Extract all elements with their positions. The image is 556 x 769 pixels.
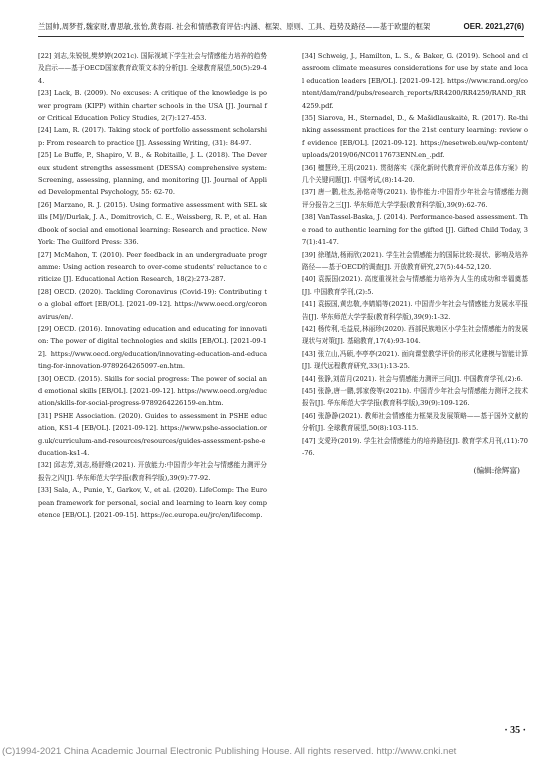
page-number: · 35 · bbox=[504, 725, 526, 736]
reference-entry: [37] 唐一鹏,杜杰,孙铭奇等(2021). 协作能力:中国青少年社会与情感能力测评分报告之三[J]. 华东师范大学学报(教育科学版),39(9):62-76. bbox=[302, 188, 528, 209]
reference-entry: [27] McMahon, T. (2010). Peer feedback in an undergraduate programme: Using action research to over-come students' reluctance to criticize [J]. Educational Action Research, 18(2):273-287. bbox=[38, 250, 267, 284]
reference-entry: [39] 徐瑾劼,杨雨欣(2021). 学生社会情感能力的国际比较:现状、影响及培养路径——基于OECD的调查[J]. 开放教育研究,27(5):44-52,120. bbox=[302, 250, 528, 271]
reference-entry: [46] 张静静(2021). 教师社会情感能力框架及发展策略——基于国外文献的分析[J]. 全球教育展望,50(8):103-115. bbox=[302, 411, 528, 433]
header-journal-issue: OER. 2021,27(6) bbox=[463, 22, 524, 31]
reference-entry: [44] 张静,刘苗月(2021). 社会与情感能力测评三问[J]. 中国教育学刊,(2):6. bbox=[302, 374, 523, 383]
reference-entry: [42] 杨传利,毛益辰,林丽珍(2020). 西部民族地区小学生社会情感能力的发展现状与对策[J]. 基础教育,17(4):93-104. bbox=[302, 324, 528, 346]
reference-entry: [43] 张立山,冯硕,李亭亭(2021). 面向课堂教学评价的形式化建模与智能计算[J]. 现代远程教育研究,33(1):13-25. bbox=[302, 349, 528, 371]
copyright-footer: (C)1994-2021 China Academic Journal Electronic Publishing House. All rights reserved. http://www.cnki.net bbox=[2, 746, 457, 757]
reference-entry: [26] Marzano, R. J. (2015). Using formative assessment with SEL skills [M]//Durlak, J. A., Domitrovich, C. E., Weissberg, R. P., et al. Handbook of social and emotional learning: Research and practice. New York: The Guilford Press: 336. bbox=[38, 200, 267, 247]
reference-entry: [22] 刘志,朱锐锐,樊梦婷(2021c). 国际视域下学生社会与情感能力培养的趋势及启示——基于OECD国家教育政策文本的分析[J]. 全球教育展望,50(5):29-44. bbox=[38, 52, 267, 85]
reference-entry: [35] Siarova, H., Sternadel, D., & Mašidlauskaitė, R. (2017). Re-thinking assessment practices for the 21st century learning: review of evidence [EB/OL]. [2021-09-12]. https://nesetweb.eu/wp-content/uploads/2019/06/NC0117673ENN.en_.pdf. bbox=[302, 114, 528, 160]
reference-entry: [25] Le Buffe, P., Shapiro, V. B., & Robitaille, J. L. (2018). The Devereux student strengths assessment (DESSA) comprehensive system: Screening, assessing, planning, and monitoring [J]. Journal of Applied Developmental Psychology, 55: 62-70. bbox=[38, 151, 267, 197]
reference-entry: [32] 邱志芳,刘志,杨舒维(2021). 开放能力:中国青少年社会与情感能力测评分报告之四[J]. 华东师范大学学报(教育科学版),39(9):77-92. bbox=[38, 461, 267, 482]
references-left-column bbox=[38, 50, 267, 521]
reference-entry: [45] 张静,唐一鹏,郭家俊等(2021b). 中国青少年社会与情感能力测评之技术报告[J]. 华东师范大学学报(教育科学版),39(9):109-126. bbox=[302, 386, 528, 408]
reference-entry: [40] 袁振国(2021). 高度重视社会与情感能力培养为人生的成功和幸福奠基[J]. 中国教育学刊,(2):5. bbox=[302, 275, 528, 296]
reference-entry: [31] PSHE Association. (2020). Guides to assessment in PSHE education, KS1-4 [EB/OL]. [2021-09-12]. https://www.pshe-association.org.uk/curriculum-and-resources/resources/guides-assessment-pshe-education-ks1-4. bbox=[38, 411, 267, 457]
reference-entry: [24] Lam, R. (2017). Taking stock of portfolio assessment scholarship: From research to practice [J]. Assessing Writing, (31): 84-97. bbox=[38, 126, 267, 147]
references-right-column bbox=[302, 50, 528, 478]
header-article-info: 兰国帅,周梦哲,魏家财,曹思敏,张怡,黄春雨. 社会和情感教育评估:内涵、框架、原则、工具、趋势及路径——基于欧盟的框架 bbox=[38, 22, 431, 31]
reference-entry: [33] Sala, A., Punie, Y., Garkov, V., et al. (2020). LifeComp: The European framework for personal, social and learning to learn key competence [EB/OL]. [2021-09-15]. https://ec.europa.eu/jrc/en/lifecomp. bbox=[38, 486, 267, 520]
reference-entry: [34] Schweig, J., Hamilton, L. S., & Baker, G. (2019). School and classroom climate measures considerations for use by state and local education leaders [EB/OL]. [2021-09-12]. https://www.rand.org/content/dam/rand/pubs/research_reports/RR4200/RR4259/RAND_RR4259.pdf. bbox=[302, 52, 528, 110]
running-header bbox=[38, 18, 524, 37]
reference-entry: [30] OECD. (2015). Skills for social progress: The power of social and emotional skills [EB/OL]. [2021-09-12]. https://www.oecd.org/education/skills-for-social-progress-9789264226159-en.htm. bbox=[38, 374, 267, 408]
reference-entry: [29] OECD. (2016). Innovating education and educating for innovation: The power of digital technologies and skills [EB/OL]. [2021-09-12]. https://www.oecd.org/education/innovating-education-and-educating-for-innovation-9789264265097-en.htm. bbox=[38, 324, 267, 371]
reference-entry: [38] VanTassel-Baska, J. (2014). Performance-based assessment. The road to authentic learning for the gifted [J]. Gifted Child Today, 37(1):41-47. bbox=[302, 213, 528, 247]
reference-entry: [47] 支愛玲(2019). 学生社会情感能力的培养路径[J]. 教育学术月刊,(11):70-76. bbox=[302, 436, 528, 457]
reference-entry: [28] OECD. (2020). Tackling Coronavirus (Covid-19): Contributing to a global effort [EB/OL]. [2021-09-12]. https://www.oecd.org/coronavirus/en/. bbox=[38, 287, 267, 321]
reference-entry: [41] 袁振国,黄忠敬,李婧娟等(2021). 中国青少年社会与情感能力发展水平报告[J]. 华东师范大学学报(教育科学版),39(9):1-32. bbox=[302, 300, 528, 321]
editor-note: (编辑:徐辉富) bbox=[473, 466, 520, 476]
reference-entry: [36] 檀慧玲,王玥(2021). 贯彻落实《深化新时代教育评价改革总体方案》的几个关键问题[J]. 中国考试,(8):14-20. bbox=[302, 163, 528, 185]
reference-entry: [23] Lack, B. (2009). No excuses: A critique of the knowledge is power program (KIPP) within charter schools in the USA [J]. Journal for Critical Education Policy Studies, 2(7):127-453. bbox=[38, 89, 267, 123]
